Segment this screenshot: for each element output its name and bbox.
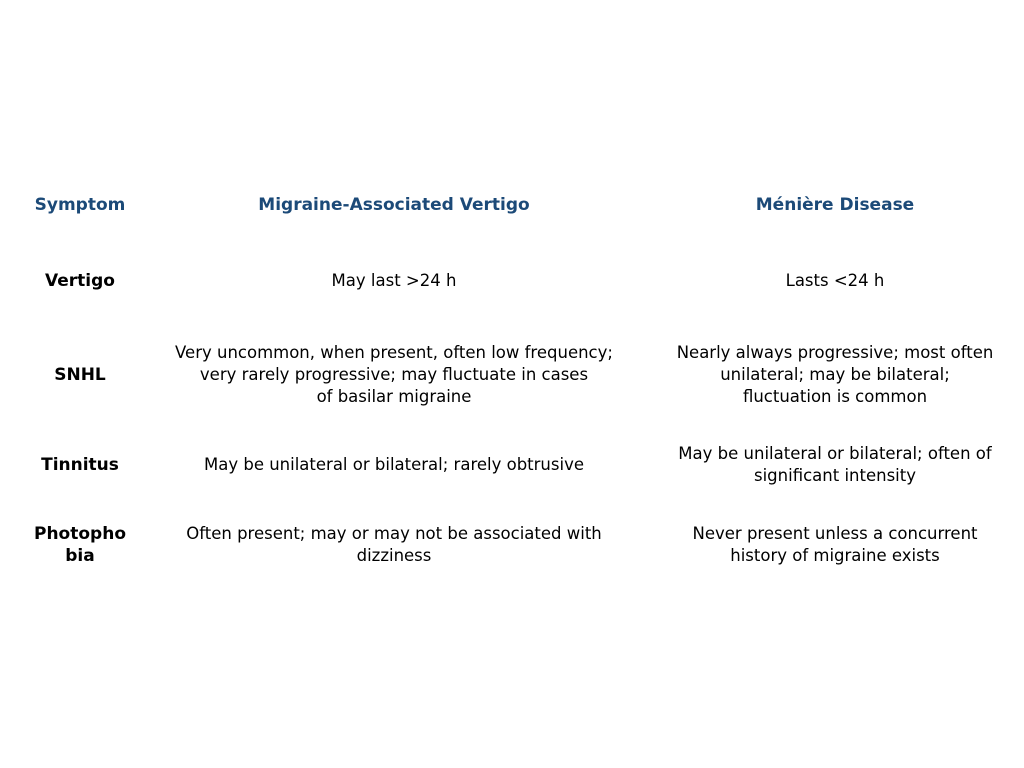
header-meniere-disease: Ménière Disease: [755, 195, 915, 215]
row-snhl-meniere: Nearly always progressive; most often unilateral; may be bilateral; fluctuation is common: [676, 343, 994, 406]
row-photophobia-symptom: Photopho bia: [34, 524, 126, 566]
row-vertigo-mav: May last >24 h: [331, 271, 457, 290]
row-tinnitus-mav: May be unilateral or bilateral; rarely obtrusive: [204, 455, 584, 474]
row-photophobia-meniere: Never present unless a concurrent history of migraine exists: [692, 524, 978, 565]
row-snhl-mav: Very uncommon, when present, often low frequency; very rarely progressive; may fluctuate in cases of basilar migraine: [175, 343, 613, 406]
header-symptom: Symptom: [34, 195, 126, 215]
row-photophobia-mav: Often present; may or may not be associated with dizziness: [186, 524, 602, 565]
header-migraine-associated-vertigo: Migraine-Associated Vertigo: [258, 195, 530, 215]
row-vertigo-symptom: Vertigo: [45, 271, 115, 291]
row-snhl-symptom: SNHL: [54, 365, 106, 385]
row-tinnitus-symptom: Tinnitus: [41, 455, 119, 475]
row-tinnitus-meniere: May be unilateral or bilateral; often of significant intensity: [678, 444, 992, 485]
row-vertigo-meniere: Lasts <24 h: [785, 271, 885, 290]
